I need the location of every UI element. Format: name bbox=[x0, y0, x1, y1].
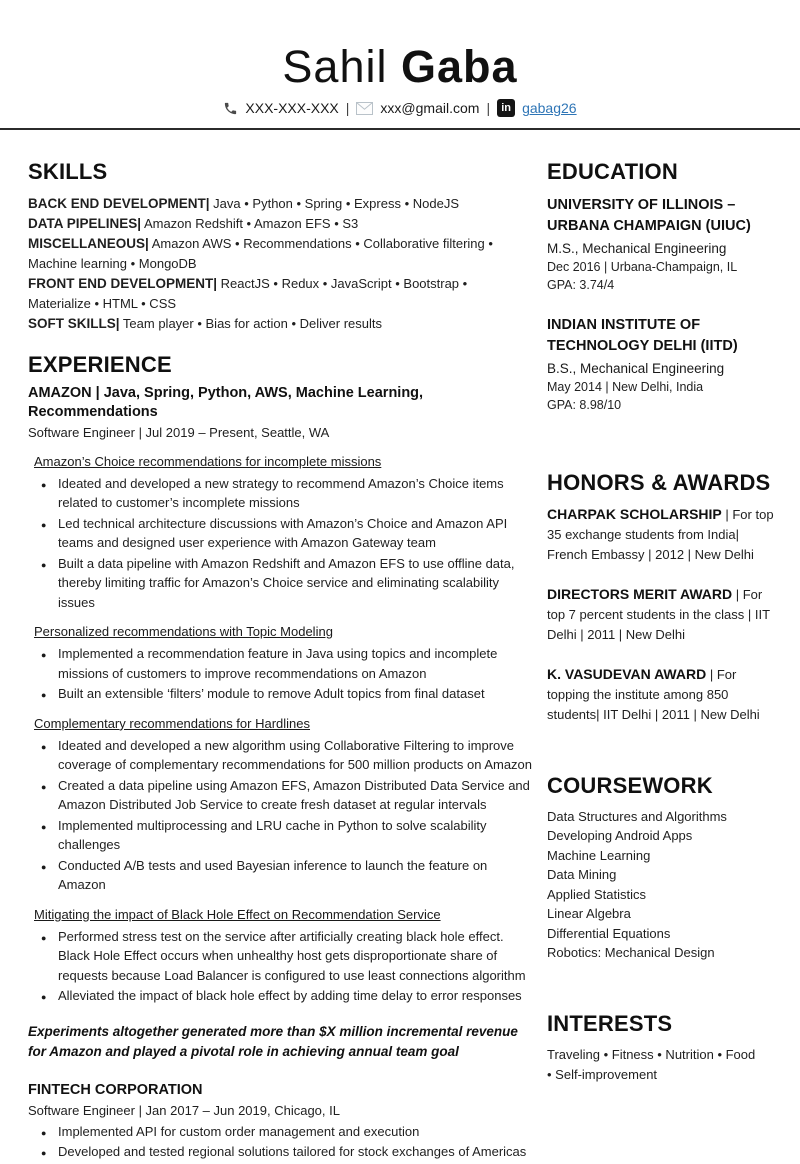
bullet-list bbox=[28, 927, 533, 1006]
date-location: May 2014 | New Delhi, India bbox=[547, 379, 704, 394]
skill-line bbox=[28, 194, 533, 214]
course-item: Data Structures and Algorithms bbox=[547, 808, 727, 824]
skill-line bbox=[28, 214, 533, 234]
header bbox=[0, 0, 800, 117]
bullet-item: ● Implemented API for custom order management and execution bbox=[41, 1122, 533, 1142]
coursework-title: COURSEWORK bbox=[547, 772, 713, 798]
job-meta: Software Engineer | Jul 2019 – Present, Seattle, WA bbox=[28, 424, 330, 440]
project-title: Complementary recommendations for Hardlines bbox=[34, 715, 311, 731]
skills-section bbox=[28, 160, 533, 333]
experience-title: EXPERIENCE bbox=[28, 351, 172, 377]
skill-values: Team player • Bias for action • Deliver results bbox=[122, 315, 383, 331]
linkedin-icon: in bbox=[497, 99, 515, 117]
email-icon bbox=[356, 102, 373, 115]
skills-title: SKILLS bbox=[28, 159, 108, 185]
bullet-item: ● Led technical architecture discussions with Amazon’s Choice and Amazon API teams and designed user experience with Amazon Gateway team bbox=[41, 514, 533, 553]
skill-category: BACK END DEVELOPMENT| bbox=[28, 195, 210, 211]
bullet-list bbox=[28, 736, 533, 895]
bullet-item: ● Alleviated the impact of black hole effect by adding time delay to error responses bbox=[41, 986, 533, 1006]
award-entry bbox=[547, 664, 775, 725]
interests-title: INTERESTS bbox=[547, 1010, 673, 1036]
award-details: | For top 35 exchange students from India| French Embassy | 2012 | New Delhi bbox=[547, 506, 774, 562]
skill-category: DATA PIPELINES| bbox=[28, 215, 142, 231]
skill-line bbox=[28, 274, 533, 314]
project-title: Mitigating the impact of Black Hole Effect on Recommendation Service bbox=[34, 906, 441, 922]
award-name: DIRECTORS MERIT AWARD bbox=[547, 585, 733, 602]
interests-section bbox=[547, 1012, 775, 1085]
honors-title: HONORS & AWARDS bbox=[547, 469, 771, 495]
project-group bbox=[28, 623, 533, 704]
bullet-item: ● Built a data pipeline with Amazon Redshift and Amazon EFS to use offline data, thereby limiting traffic for Amazon’s Choice service and eliminating scalability issues bbox=[41, 554, 533, 613]
course-item: Applied Statistics bbox=[547, 886, 646, 902]
bullet-item: ● Ideated and developed a new strategy to recommend Amazon’s Choice items related to customer’s incomplete missions bbox=[41, 474, 533, 513]
content-columns bbox=[0, 130, 800, 1161]
skill-category: SOFT SKILLS| bbox=[28, 315, 120, 331]
bullet-item: ● Conducted A/B tests and used Bayesian inference to launch the feature on Amazon bbox=[41, 856, 533, 895]
education-entry bbox=[547, 195, 775, 294]
company-heading: AMAZON | Java, Spring, Python, AWS, Machine Learning, Recommendations bbox=[28, 384, 424, 420]
company-heading: FINTECH CORPORATION bbox=[28, 1081, 203, 1098]
course-item: Machine Learning bbox=[547, 847, 651, 863]
skill-category: FRONT END DEVELOPMENT| bbox=[28, 275, 218, 291]
award-name: CHARPAK SCHOLARSHIP bbox=[547, 505, 722, 522]
bullet-item: ● Created a data pipeline using Amazon EFS, Amazon Distributed Data Service and Amazon Distributed Job Service to create fresh dataset at regular intervals bbox=[41, 776, 533, 815]
award-name: K. VASUDEVAN AWARD bbox=[547, 665, 707, 682]
last-name: Gaba bbox=[401, 41, 518, 92]
skill-line bbox=[28, 234, 533, 274]
page-title bbox=[0, 42, 800, 92]
education-title: EDUCATION bbox=[547, 159, 678, 185]
bullet-list bbox=[28, 1122, 533, 1162]
contact-line bbox=[0, 99, 800, 117]
linkedin-link[interactable]: gabag26 bbox=[522, 100, 577, 117]
award-details: | For top 7 percent students in the class | IIT Delhi | 2011 | New Delhi bbox=[547, 586, 770, 642]
award-entry bbox=[547, 504, 775, 565]
award-entry bbox=[547, 584, 775, 645]
separator: | bbox=[345, 100, 350, 117]
project-group bbox=[28, 906, 533, 1006]
skill-values: Amazon Redshift • Amazon EFS • S3 bbox=[143, 215, 359, 231]
degree: B.S., Mechanical Engineering bbox=[547, 360, 725, 376]
job-meta: Software Engineer | Jan 2017 – Jun 2019, Chicago, IL bbox=[28, 1102, 340, 1118]
separator: | bbox=[486, 100, 491, 117]
course-item: Differential Equations bbox=[547, 925, 671, 941]
gpa: GPA: 8.98/10 bbox=[547, 397, 622, 412]
course-item: Linear Algebra bbox=[547, 906, 631, 922]
phone-icon bbox=[223, 101, 238, 116]
project-title: Personalized recommendations with Topic Modeling bbox=[34, 624, 333, 640]
skill-category: MISCELLANEOUS| bbox=[28, 235, 149, 251]
education-entry bbox=[547, 315, 775, 414]
honors-section bbox=[547, 471, 775, 725]
project-title: Amazon’s Choice recommendations for incomplete missions bbox=[34, 453, 382, 469]
course-item: Robotics: Mechanical Design bbox=[547, 945, 715, 961]
bullet-item: ● Performed stress test on the service after artificially creating black hole effect. Black Hole Effect occurs when unhealthy host gets disproportionate share of requests because Load Balancer is configured to use least connections algorithm bbox=[41, 927, 533, 986]
school-name: UNIVERSITY OF ILLINOIS – URBANA CHAMPAIGN (UIUC) bbox=[547, 196, 751, 234]
skill-values: Java • Python • Spring • Express • NodeJS bbox=[213, 195, 459, 211]
date-location: Dec 2016 | Urbana-Champaign, IL bbox=[547, 259, 738, 274]
phone-number: XXX-XXX-XXX bbox=[245, 100, 339, 117]
skill-values: Amazon AWS • Recommendations • Collaborative filtering • Machine learning • MongoDB bbox=[28, 235, 493, 271]
education-section bbox=[547, 160, 775, 413]
experience-section bbox=[28, 353, 533, 1162]
skill-values: ReactJS • Redux • JavaScript • Bootstrap • Materialize • HTML • CSS bbox=[28, 275, 468, 311]
bullet-item: ● Implemented multiprocessing and LRU cache in Python to solve scalability challenges bbox=[41, 816, 533, 855]
bullet-list bbox=[28, 474, 533, 613]
course-item: Data Mining bbox=[547, 867, 617, 883]
impact-summary: Experiments altogether generated more than $X million incremental revenue for Amazon and played a pivotal role in achieving annual team goal bbox=[28, 1023, 518, 1059]
interests-list: Traveling • Fitness • Nutrition • Food • Self-improvement bbox=[547, 1047, 756, 1083]
degree: M.S., Mechanical Engineering bbox=[547, 240, 727, 256]
bullet-list bbox=[28, 644, 533, 704]
email-address: xxx@gmail.com bbox=[380, 100, 480, 117]
project-group bbox=[28, 453, 533, 613]
course-item: Developing Android Apps bbox=[547, 828, 693, 844]
bullet-item: ● Ideated and developed a new algorithm using Collaborative Filtering to improve coverage of complementary recommendations for 500 million products on Amazon bbox=[41, 736, 533, 775]
first-name: Sahil bbox=[282, 41, 388, 92]
right-column bbox=[547, 130, 775, 1161]
project-group bbox=[28, 715, 533, 895]
gpa: GPA: 3.74/4 bbox=[547, 277, 615, 292]
award-details: | For topping the institute among 850 students| IIT Delhi | 2011 | New Delhi bbox=[547, 666, 760, 722]
bullet-item: ● Implemented a recommendation feature in Java using topics and incomplete missions of customers to improve recommendations on Amazon bbox=[41, 644, 533, 683]
school-name: INDIAN INSTITUTE OF TECHNOLOGY DELHI (IITD) bbox=[547, 316, 738, 354]
bullet-item: ● Built an extensible ‘filters’ module to remove Adult topics from final dataset bbox=[41, 684, 533, 704]
coursework-section bbox=[547, 774, 775, 963]
skill-line bbox=[28, 314, 533, 334]
bullet-item: ● Developed and tested regional solutions tailored for stock exchanges of Americas bbox=[41, 1142, 533, 1162]
left-column bbox=[28, 130, 533, 1161]
